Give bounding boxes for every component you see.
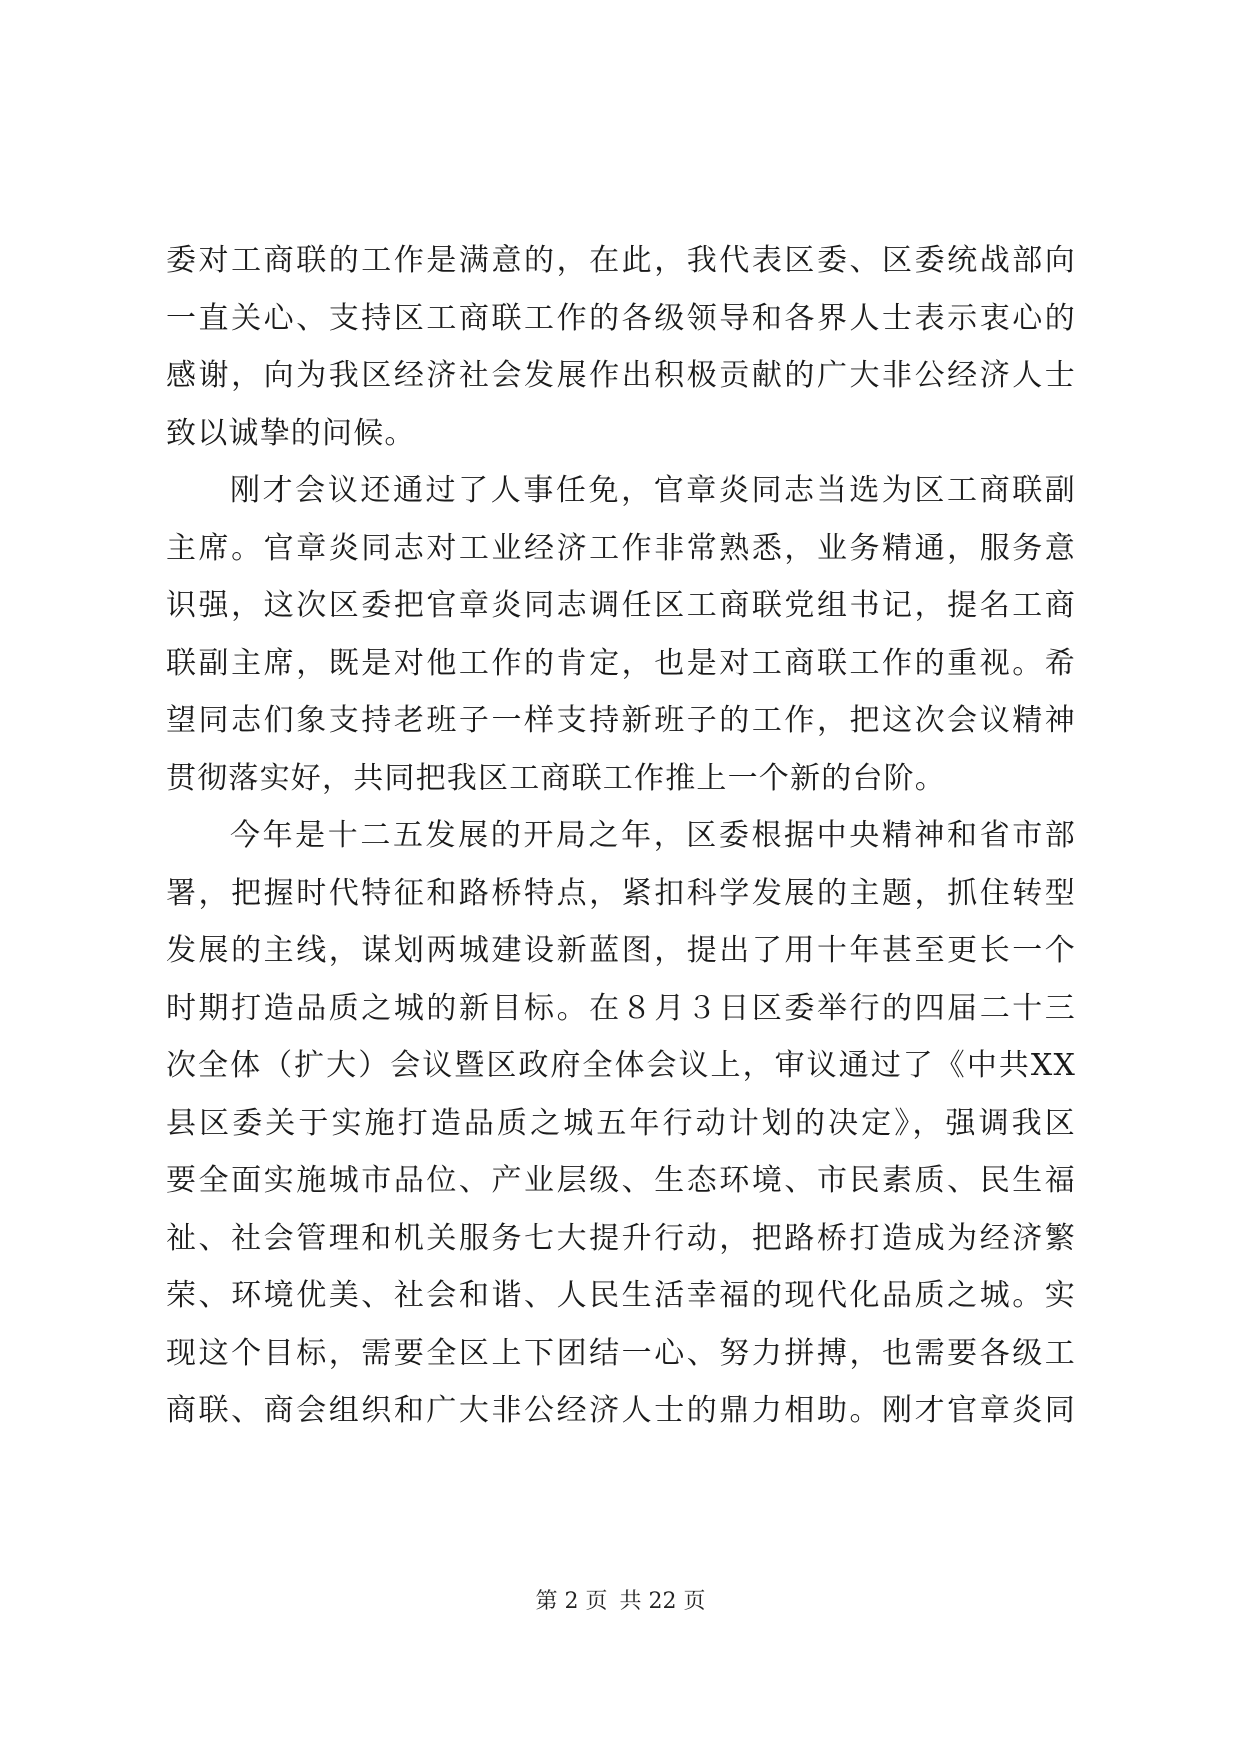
text-line: 联副主席，既是对他工作的肯定，也是对工商联工作的重视。希 — [166, 645, 1076, 681]
text-line: 署，把握时代特征和路桥特点，紧扣科学发展的主题，抓住转型 — [166, 875, 1076, 911]
text-line: 时期打造品质之城的新目标。在８月３日区委举行的四届二十三 — [166, 990, 1076, 1026]
page-footer — [0, 1587, 1241, 1617]
text-line: 县区委关于实施打造品质之城五年行动计划的决定》，强调我区 — [166, 1105, 1076, 1141]
paragraph — [166, 807, 1076, 1440]
text-line: 致以诚挚的问候。 — [166, 415, 416, 451]
text-line: 委对工商联的工作是满意的，在此，我代表区委、区委统战部向 — [166, 243, 1076, 278]
text-line: 刚才会议还通过了人事任免，官章炎同志当选为区工商联副 — [230, 473, 1076, 508]
text-line: 主席。官章炎同志对工业经济工作非常熟悉，业务精通，服务意 — [166, 530, 1076, 566]
text-line: 发展的主线，谋划两城建设新蓝图，提出了用十年甚至更长一个 — [166, 933, 1076, 968]
page-number: 第 2 页 — [535, 1589, 608, 1614]
text-line: 望同志们象支持老班子一样支持新班子的工作，把这次会议精神 — [166, 703, 1076, 738]
text-line: 贯彻落实好，共同把我区工商联工作推上一个新的台阶。 — [166, 760, 946, 796]
text-line: 感谢，向为我区经济社会发展作出积极贡献的广大非公经济人士 — [166, 358, 1076, 393]
text-line: 今年是十二五发展的开局之年，区委根据中央精神和省市部 — [230, 818, 1076, 853]
text-line: 识强，这次区委把官章炎同志调任区工商联党组书记，提名工商 — [166, 588, 1076, 623]
text-line: 荣、环境优美、社会和谐、人民生活幸福的现代化品质之城。实 — [166, 1278, 1076, 1313]
text-line: 现这个目标，需要全区上下团结一心、努力拼搏，也需要各级工 — [166, 1335, 1076, 1371]
paragraph — [166, 462, 1076, 807]
text-line: 要全面实施城市品位、产业层级、生态环境、市民素质、民生福 — [166, 1163, 1076, 1198]
text-line: 商联、商会组织和广大非公经济人士的鼎力相助。刚才官章炎同 — [166, 1393, 1076, 1428]
document-body — [166, 232, 1076, 1440]
text-line: 一直关心、支持区工商联工作的各级领导和各界人士表示衷心的 — [166, 300, 1076, 336]
text-line: 祉、社会管理和机关服务七大提升行动，把路桥打造成为经济繁 — [166, 1220, 1076, 1256]
paragraph — [166, 232, 1076, 462]
page-total: 共 22 页 — [619, 1589, 706, 1614]
text-line: 次全体（扩大）会议暨区政府全体会议上，审议通过了《中共XX — [166, 1048, 1076, 1083]
